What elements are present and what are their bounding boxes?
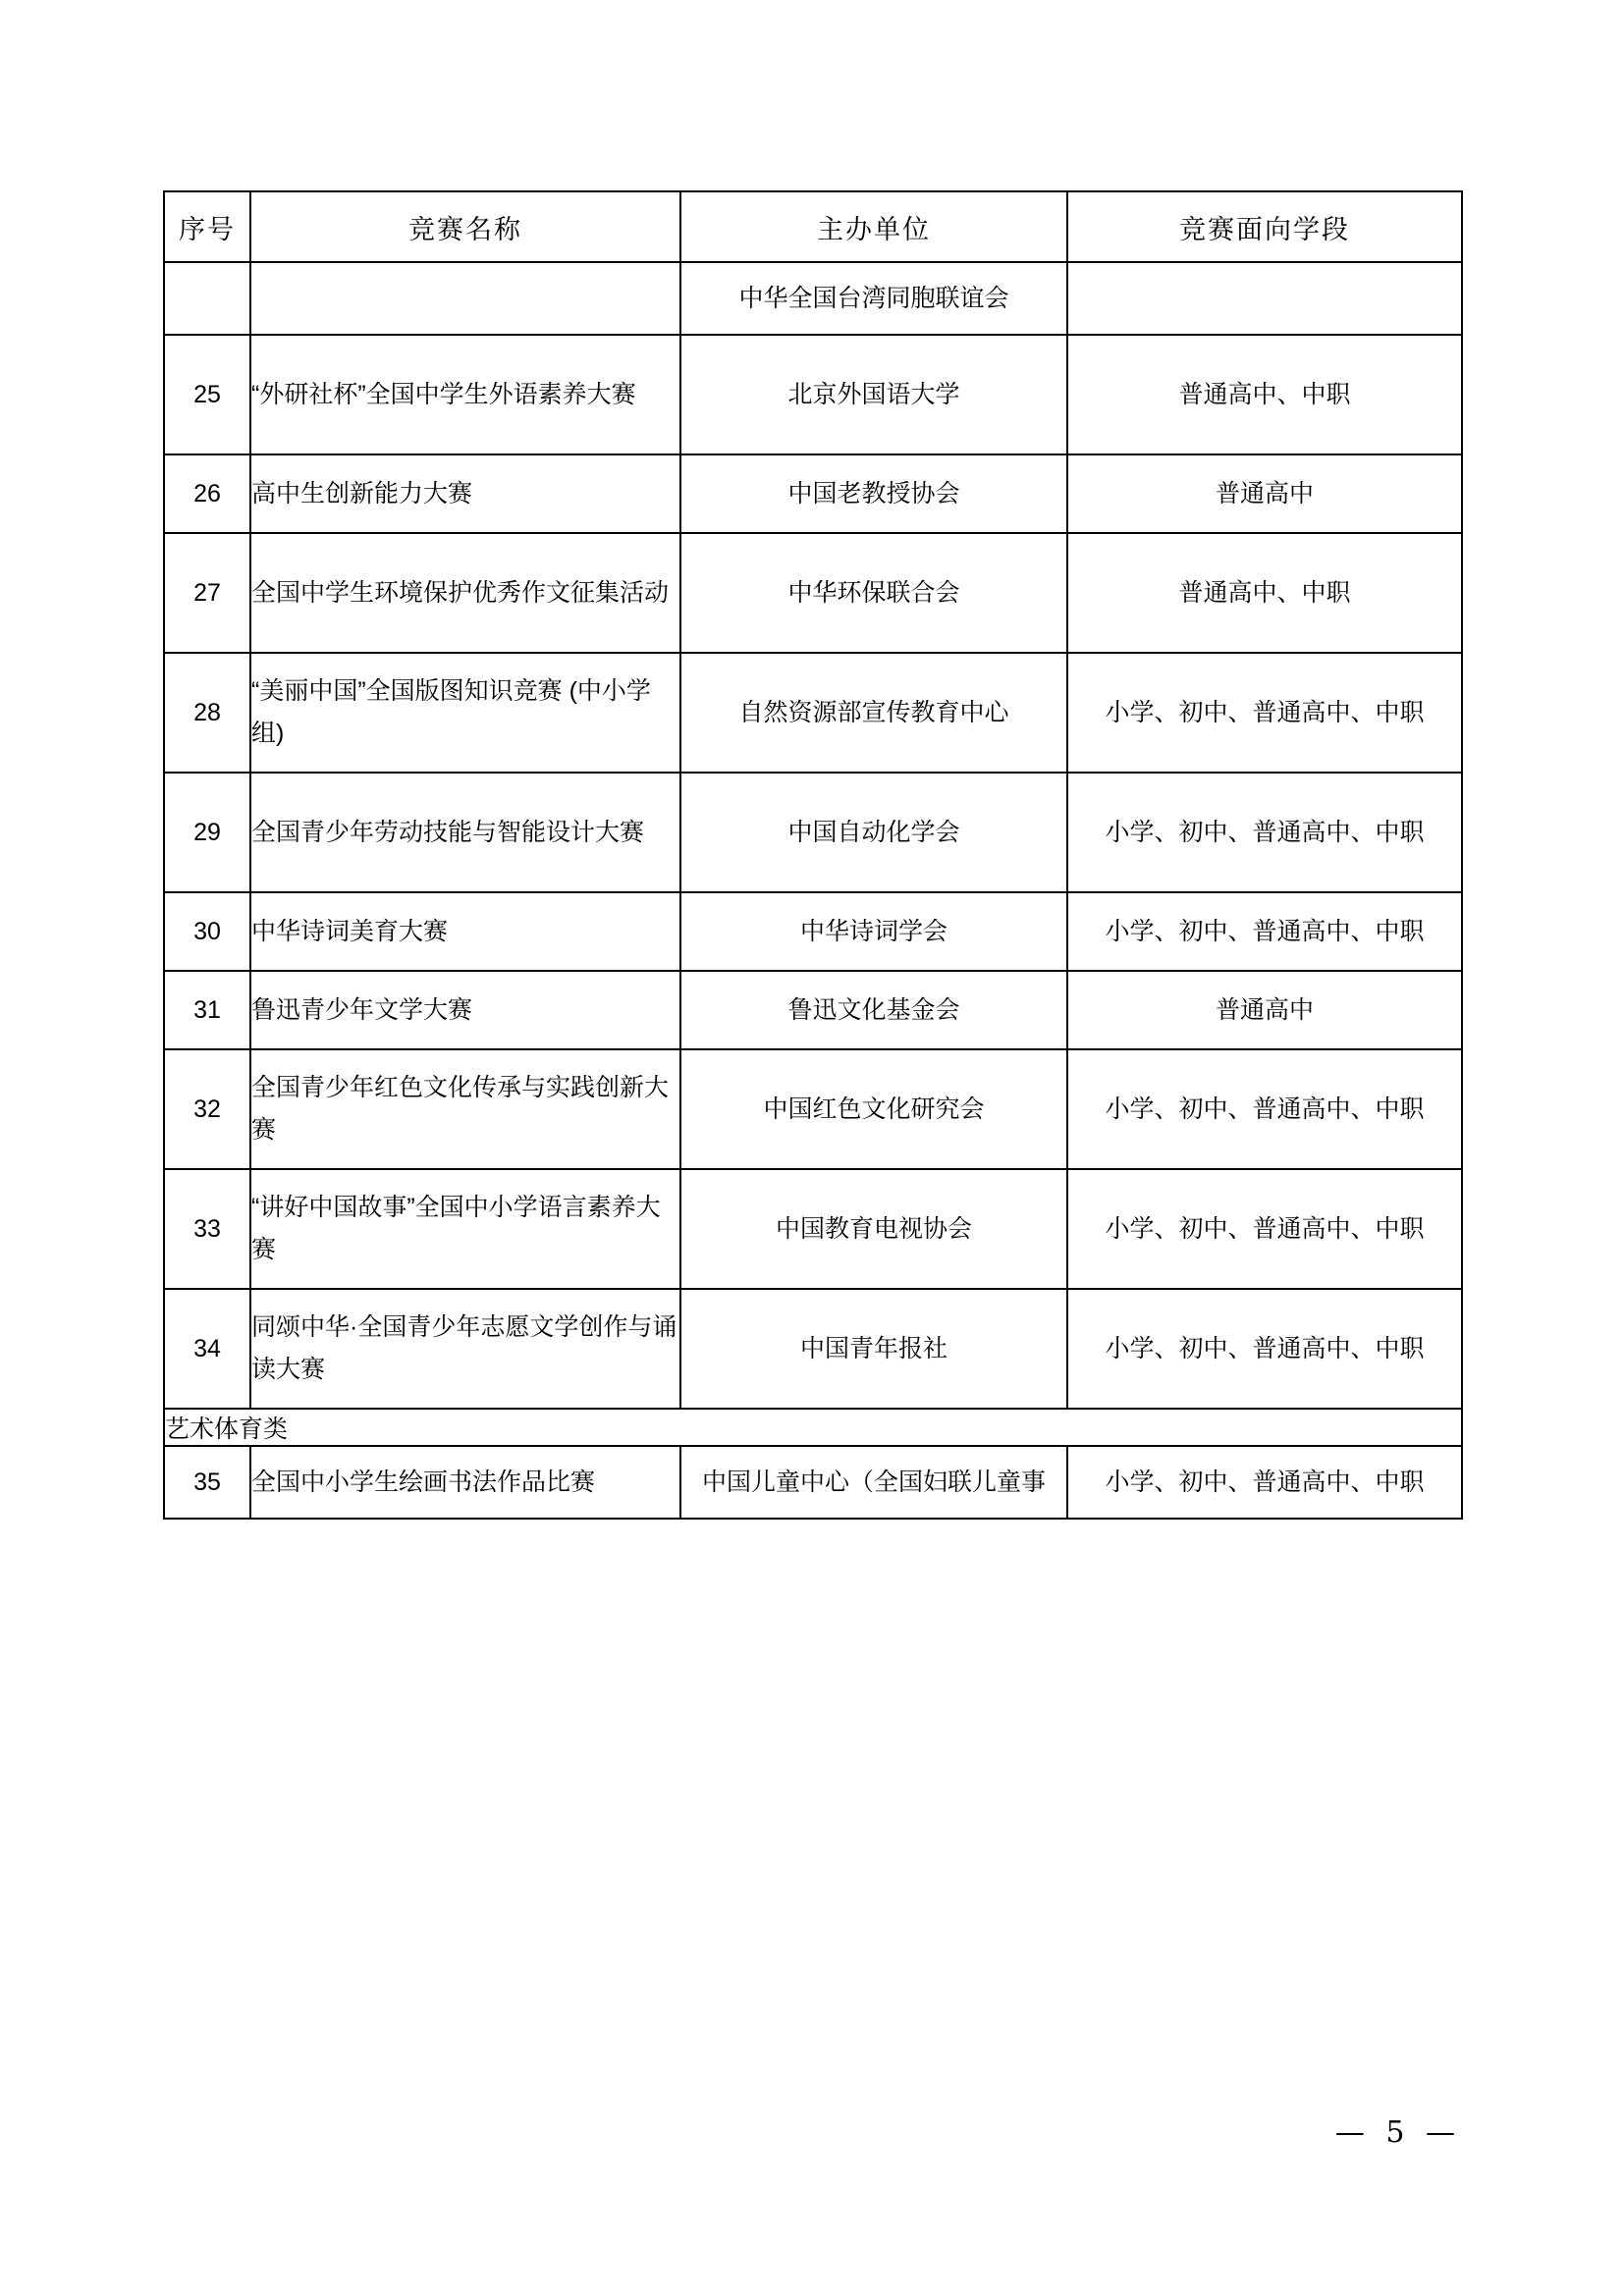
- cell-org: 中国儿童中心（全国妇联儿童事: [680, 1446, 1067, 1519]
- cell-name: 高中生创新能力大赛: [250, 454, 680, 533]
- column-header-name: 竞赛名称: [250, 191, 680, 262]
- table-row: [164, 1446, 1462, 1519]
- cell-stage: 小学、初中、普通高中、中职: [1067, 653, 1462, 773]
- table-header: [164, 191, 1462, 262]
- cell-name: 全国中小学生绘画书法作品比赛: [250, 1446, 680, 1519]
- cell-org: 中华环保联合会: [680, 533, 1067, 653]
- cell-org: 中国青年报社: [680, 1289, 1067, 1409]
- cell-stage: 小学、初中、普通高中、中职: [1067, 892, 1462, 971]
- cell-org: 中国老教授协会: [680, 454, 1067, 533]
- cell-name: “美丽中国”全国版图知识竞赛 (中小学组): [250, 653, 680, 773]
- cell-name: 全国青少年劳动技能与智能设计大赛: [250, 773, 680, 892]
- cell-org: 自然资源部宣传教育中心: [680, 653, 1067, 773]
- cell-stage: 普通高中、中职: [1067, 533, 1462, 653]
- cell-name: [250, 262, 680, 335]
- table-row: [164, 1289, 1462, 1409]
- cell-no: 27: [164, 533, 250, 653]
- cell-stage: 普通高中: [1067, 454, 1462, 533]
- table-row: [164, 1169, 1462, 1289]
- table-row: [164, 653, 1462, 773]
- cell-no: 34: [164, 1289, 250, 1409]
- column-header-org: 主办单位: [680, 191, 1067, 262]
- cell-no: [164, 262, 250, 335]
- cell-no: 26: [164, 454, 250, 533]
- cell-org: 中国自动化学会: [680, 773, 1067, 892]
- cell-name: “讲好中国故事”全国中小学语言素养大赛: [250, 1169, 680, 1289]
- cell-no: 30: [164, 892, 250, 971]
- table-row: [164, 773, 1462, 892]
- cell-no: 35: [164, 1446, 250, 1519]
- cell-name: 中华诗词美育大赛: [250, 892, 680, 971]
- table-row: [164, 454, 1462, 533]
- column-header-no: 序号: [164, 191, 250, 262]
- table-header-row: [164, 191, 1462, 262]
- table-row: [164, 533, 1462, 653]
- competition-table-container: [163, 190, 1461, 1520]
- cell-name: 同颂中华·全国青少年志愿文学创作与诵读大赛: [250, 1289, 680, 1409]
- table-row: [164, 892, 1462, 971]
- cell-stage: 小学、初中、普通高中、中职: [1067, 773, 1462, 892]
- cell-stage: 小学、初中、普通高中、中职: [1067, 1289, 1462, 1409]
- column-header-stage: 竞赛面向学段: [1067, 191, 1462, 262]
- table-row: [164, 335, 1462, 454]
- cell-no: 32: [164, 1049, 250, 1169]
- page-number: — 5 —: [1334, 2115, 1461, 2150]
- cell-org: 中国红色文化研究会: [680, 1049, 1067, 1169]
- cell-stage: 普通高中、中职: [1067, 335, 1462, 454]
- cell-stage: 普通高中: [1067, 971, 1462, 1049]
- category-label: 艺术体育类: [164, 1409, 1462, 1446]
- cell-org: 中华诗词学会: [680, 892, 1067, 971]
- cell-no: 28: [164, 653, 250, 773]
- cell-org: 中国教育电视协会: [680, 1169, 1067, 1289]
- cell-stage: 小学、初中、普通高中、中职: [1067, 1446, 1462, 1519]
- cell-stage: 小学、初中、普通高中、中职: [1067, 1049, 1462, 1169]
- cell-no: 31: [164, 971, 250, 1049]
- cell-no: 25: [164, 335, 250, 454]
- cell-name: 全国青少年红色文化传承与实践创新大赛: [250, 1049, 680, 1169]
- cell-name: “外研社杯”全国中学生外语素养大赛: [250, 335, 680, 454]
- cell-org: 鲁迅文化基金会: [680, 971, 1067, 1049]
- cell-name: 全国中学生环境保护优秀作文征集活动: [250, 533, 680, 653]
- table-body: [164, 262, 1462, 1519]
- table-row: [164, 262, 1462, 335]
- table-row: [164, 971, 1462, 1049]
- competition-table: [163, 190, 1463, 1520]
- cell-no: 29: [164, 773, 250, 892]
- cell-org: 中华全国台湾同胞联谊会: [680, 262, 1067, 335]
- table-row: [164, 1049, 1462, 1169]
- cell-stage: 小学、初中、普通高中、中职: [1067, 1169, 1462, 1289]
- cell-org: 北京外国语大学: [680, 335, 1067, 454]
- cell-stage: [1067, 262, 1462, 335]
- cell-name: 鲁迅青少年文学大赛: [250, 971, 680, 1049]
- table-category-row: [164, 1409, 1462, 1446]
- cell-no: 33: [164, 1169, 250, 1289]
